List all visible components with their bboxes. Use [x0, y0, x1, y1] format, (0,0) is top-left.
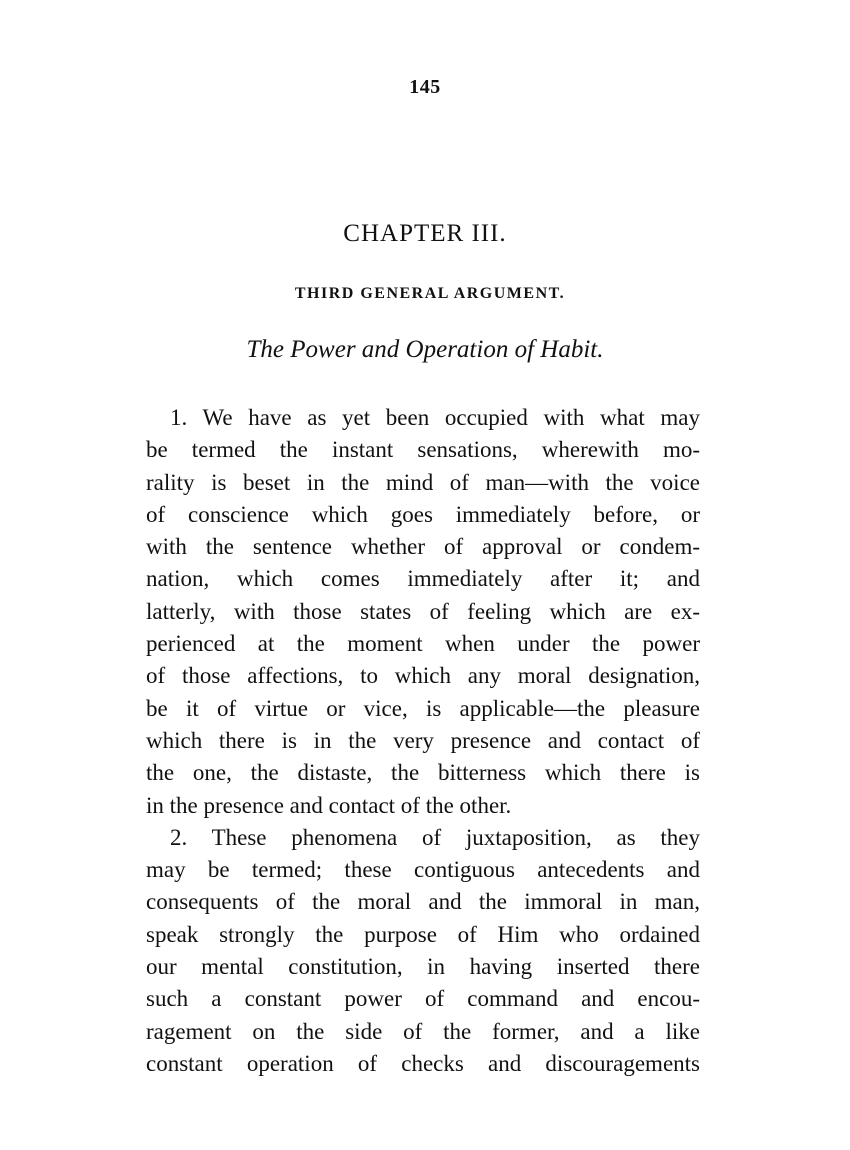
text-line: which there is in the very presence and contact of [146, 727, 700, 753]
text-line: such a constant power of command and encou- [146, 986, 700, 1012]
text-line: our mental constitution, in having inserted there [146, 954, 700, 980]
text-line: ragement on the side of the former, and a like [146, 1018, 700, 1044]
text-line: be termed the instant sensations, wherewith mo- [146, 437, 700, 463]
page-number: 145 [409, 76, 441, 98]
section-title: THIRD GENERAL ARGUMENT. [294, 285, 566, 302]
chapter-title: CHAPTER III. [343, 220, 507, 247]
text-line: speak strongly the purpose of Him who ordained [146, 921, 700, 947]
body-text [146, 402, 700, 1080]
text-line: latterly, with those states of feeling which are ex- [146, 598, 700, 624]
text-line: the one, the distaste, the bitterness which there is [146, 760, 700, 786]
text-line: in the presence and contact of the other. [146, 792, 512, 818]
text-line: be it of virtue or vice, is applicable—the pleasure [146, 695, 700, 721]
text-line: of those affections, to which any moral designation, [146, 663, 700, 689]
text-line: nation, which comes immediately after it; and [146, 566, 700, 592]
text-line: perienced at the moment when under the power [146, 631, 700, 657]
text-line: constant operation of checks and discouragements [146, 1050, 700, 1076]
text-line: with the sentence whether of approval or condem- [146, 534, 700, 560]
text-line: of conscience which goes immediately before, or [146, 501, 700, 527]
chapter-subtitle: The Power and Operation of Habit. [246, 336, 604, 363]
text-line: rality is beset in the mind of man—with the voice [146, 469, 700, 495]
text-line: consequents of the moral and the immoral in man, [146, 889, 700, 915]
text-line: may be termed; these contiguous antecedents and [146, 857, 700, 883]
text-line: 1. We have as yet been occupied with what may [170, 405, 700, 430]
text-line: 2. These phenomena of juxtaposition, as they [170, 824, 700, 850]
